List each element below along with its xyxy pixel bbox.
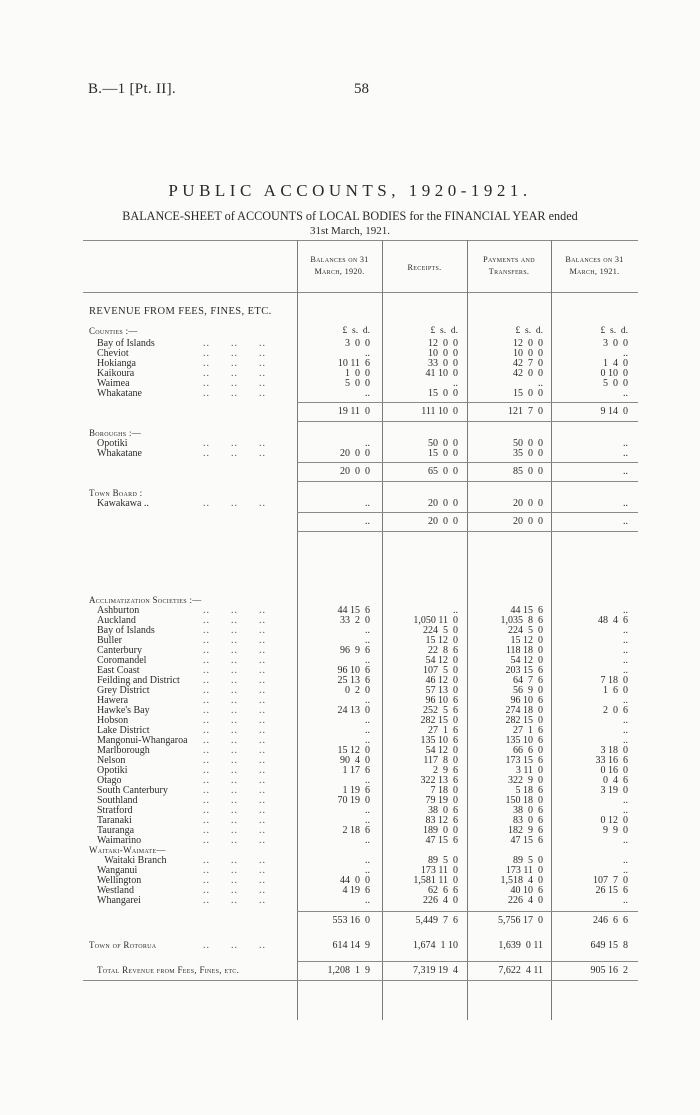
leader-dots: .. .. .. <box>203 695 266 706</box>
payments-cell: 40 10 6 <box>510 885 543 896</box>
leader-dots: .. .. .. <box>203 498 266 509</box>
payments-cell: 12 0 0 <box>513 338 543 349</box>
balance-1921-cell: 107 7 0 <box>593 875 628 886</box>
balance-1920-cell: .. <box>365 865 370 876</box>
leader-dots: .. .. .. <box>203 705 266 716</box>
row-label: Otago <box>97 775 122 786</box>
payments-cell: 5 18 6 <box>515 785 543 796</box>
row-label: Whangarei <box>97 895 141 906</box>
balance-1920-cell: .. <box>365 625 370 636</box>
receipts-cell: 89 5 0 <box>428 855 458 866</box>
leader-dots: .. .. .. <box>203 625 266 636</box>
receipts-cell: 173 11 0 <box>420 865 458 876</box>
payments-cell: 42 0 0 <box>513 368 543 379</box>
leader-dots: .. .. .. <box>203 645 266 656</box>
balance-1920-cell: 33 2 0 <box>340 615 370 626</box>
row-label: Wellington <box>97 875 142 886</box>
payments-cell: 121 7 0 <box>508 406 543 417</box>
receipts-cell: 62 6 6 <box>428 885 458 896</box>
payments-cell: 1,639 0 11 <box>498 940 543 951</box>
balance-1920-cell: 10 11 6 <box>337 358 370 369</box>
table-row <box>83 388 638 401</box>
header-bottom-rule <box>83 292 638 293</box>
balance-1920-cell: 3 0 0 <box>345 338 370 349</box>
unit-label: £ s. d. <box>515 326 543 336</box>
payments-cell: 10 0 0 <box>513 348 543 359</box>
leader-dots: .. .. .. <box>203 805 266 816</box>
row-label: Auckland <box>97 615 136 626</box>
receipts-cell: 135 10 6 <box>420 735 458 746</box>
balance-1921-cell: .. <box>623 665 628 676</box>
row-label: Wanganui <box>97 865 138 876</box>
balance-1921-cell: .. <box>623 795 628 806</box>
receipts-cell: 54 12 0 <box>425 745 458 756</box>
balance-1920-cell: 44 0 0 <box>340 875 370 886</box>
column-header-balances-1920: Balances on 31 March, 1920. <box>310 255 369 276</box>
leader-dots: .. .. .. <box>203 378 266 389</box>
row-label: Opotiki <box>97 438 128 449</box>
subtotal-bottom-rule <box>297 481 638 482</box>
leader-dots: .. .. .. <box>203 865 266 876</box>
balance-1920-cell: .. <box>365 655 370 666</box>
receipts-cell: 5,449 7 6 <box>415 915 458 926</box>
row-label: Total Revenue from Fees, Fines, etc. <box>97 965 240 975</box>
receipts-cell: 33 0 0 <box>428 358 458 369</box>
balance-1921-cell: 3 19 0 <box>600 785 628 796</box>
balance-1921-cell: 1 4 0 <box>603 358 628 369</box>
row-label: Opotiki <box>97 765 128 776</box>
balance-1920-cell: 2 18 6 <box>342 825 370 836</box>
leader-dots: .. .. .. <box>203 448 266 459</box>
balance-1921-cell: 26 15 6 <box>595 885 628 896</box>
balance-1920-cell: .. <box>365 815 370 826</box>
row-label: Tauranga <box>97 825 135 836</box>
balance-1921-cell: .. <box>623 865 628 876</box>
balance-1920-cell: .. <box>365 775 370 786</box>
row-label: Ashburton <box>97 605 140 616</box>
subtotal-rule <box>297 961 638 962</box>
balance-1921-cell: 0 16 0 <box>600 765 628 776</box>
payments-cell: 182 9 6 <box>508 825 543 836</box>
payments-cell: 56 9 0 <box>513 685 543 696</box>
receipts-cell: 12 0 0 <box>428 338 458 349</box>
balance-1920-cell: 96 10 6 <box>337 665 370 676</box>
leader-dots: .. .. .. <box>203 438 266 449</box>
balance-1920-cell: 4 19 6 <box>342 885 370 896</box>
leader-dots: .. .. .. <box>203 785 266 796</box>
balance-1920-cell: .. <box>365 835 370 846</box>
row-label: Acclimatization Societies :— <box>89 595 202 605</box>
row-label: Cheviot <box>97 348 129 359</box>
receipts-cell: 10 0 0 <box>428 348 458 359</box>
payments-cell: 64 7 6 <box>513 675 543 686</box>
receipts-cell: 57 13 0 <box>425 685 458 696</box>
balance-1920-cell: .. <box>365 695 370 706</box>
receipts-cell: 7,319 19 4 <box>413 965 458 976</box>
unit-label: £ s. d. <box>600 326 628 336</box>
leader-dots: .. .. .. <box>203 655 266 666</box>
receipts-cell: 83 12 6 <box>425 815 458 826</box>
balance-1920-cell: 1 17 6 <box>342 765 370 776</box>
row-label: Buller <box>97 635 122 646</box>
balance-1920-cell: 553 16 0 <box>332 915 370 926</box>
subtotal-row <box>83 915 638 928</box>
payments-cell: 322 9 0 <box>508 775 543 786</box>
receipts-cell: 224 5 0 <box>423 625 458 636</box>
receipts-cell: 65 0 0 <box>428 466 458 477</box>
balance-1921-cell: .. <box>623 635 628 646</box>
payments-cell: 274 18 0 <box>505 705 543 716</box>
row-label: Waimarino <box>97 835 142 846</box>
payments-cell: 173 11 0 <box>505 865 543 876</box>
leader-dots: .. .. .. <box>203 338 266 349</box>
row-label: Bay of Islands <box>97 338 155 349</box>
subtotal-row <box>83 516 638 529</box>
unit-label: £ s. d. <box>430 326 458 336</box>
leader-dots: .. .. .. <box>203 368 266 379</box>
leader-dots: .. .. .. <box>203 875 266 886</box>
balance-1920-cell: .. <box>365 498 370 509</box>
balance-1920-cell: .. <box>365 715 370 726</box>
row-label: Coromandel <box>97 655 147 666</box>
column-header-receipts: Receipts. <box>407 263 442 272</box>
balance-1921-cell: .. <box>623 805 628 816</box>
subtotal-rule <box>297 402 638 403</box>
balance-1921-cell: .. <box>623 715 628 726</box>
payments-cell: 135 10 6 <box>505 735 543 746</box>
balance-1921-cell: .. <box>623 348 628 359</box>
grand-total-row <box>83 965 638 978</box>
payments-cell: 1,518 4 0 <box>500 875 543 886</box>
balance-1921-cell: .. <box>623 466 628 477</box>
leader-dots: .. .. .. <box>203 765 266 776</box>
receipts-cell: 50 0 0 <box>428 438 458 449</box>
row-label: Hokianga <box>97 358 136 369</box>
receipts-cell: 27 1 6 <box>428 725 458 736</box>
balance-1920-cell: 1,208 1 9 <box>327 965 370 976</box>
payments-cell: 89 5 0 <box>513 855 543 866</box>
row-label: Nelson <box>97 755 126 766</box>
receipts-cell: 189 0 0 <box>423 825 458 836</box>
receipts-cell: .. <box>453 378 458 389</box>
subtitle-line-2: 31st March, 1921. <box>309 225 391 237</box>
column-header-payments: Payments and Transfers. <box>483 255 535 276</box>
balance-1920-cell: 0 2 0 <box>345 685 370 696</box>
balance-1921-cell: 905 16 2 <box>590 965 628 976</box>
receipts-cell: 1,674 1 10 <box>413 940 458 951</box>
balance-1921-cell: .. <box>623 388 628 399</box>
row-label: Whakatane <box>97 388 142 399</box>
balance-1921-cell: .. <box>623 516 628 527</box>
row-label: Waitaki-Waimate— <box>89 845 166 855</box>
subtotal-row <box>83 466 638 479</box>
subtotal-rule <box>297 462 638 463</box>
receipts-cell: 117 8 0 <box>423 755 458 766</box>
receipts-cell: 46 12 0 <box>425 675 458 686</box>
balance-1921-cell: .. <box>623 855 628 866</box>
receipts-cell: 54 12 0 <box>425 655 458 666</box>
balance-1920-cell: .. <box>365 805 370 816</box>
payments-cell: 83 0 6 <box>513 815 543 826</box>
payments-cell: 44 15 6 <box>510 605 543 616</box>
subtotal-bottom-rule <box>297 531 638 532</box>
payments-cell: 38 0 6 <box>513 805 543 816</box>
balance-1921-cell: 2 0 6 <box>603 705 628 716</box>
leader-dots: .. .. .. <box>203 835 266 846</box>
leader-dots: .. .. .. <box>203 795 266 806</box>
payments-cell: 150 18 0 <box>505 795 543 806</box>
payments-cell: 66 6 0 <box>513 745 543 756</box>
receipts-cell: 47 15 6 <box>425 835 458 846</box>
balance-1921-cell: .. <box>623 645 628 656</box>
balance-1921-cell: 0 12 0 <box>600 815 628 826</box>
leader-dots: .. .. .. <box>203 735 266 746</box>
receipts-cell: 15 0 0 <box>428 448 458 459</box>
receipts-cell: 15 12 0 <box>425 635 458 646</box>
balance-1920-cell: 1 19 6 <box>342 785 370 796</box>
section-heading: REVENUE FROM FEES, FINES, ETC. <box>89 306 272 317</box>
balance-1921-cell: .. <box>623 735 628 746</box>
row-label: Southland <box>97 795 138 806</box>
balance-1921-cell: .. <box>623 695 628 706</box>
document-reference: B.—1 [Pt. II]. <box>88 81 176 97</box>
leader-dots: .. .. .. <box>203 825 266 836</box>
receipts-cell: .. <box>453 605 458 616</box>
balance-1921-cell: 5 0 0 <box>603 378 628 389</box>
leader-dots: .. .. .. <box>203 675 266 686</box>
balance-1920-cell: .. <box>365 635 370 646</box>
balance-1921-cell: 9 14 0 <box>600 406 628 417</box>
balance-1921-cell: 0 10 0 <box>600 368 628 379</box>
unit-label: £ s. d. <box>342 326 370 336</box>
balance-sheet-table <box>83 240 638 1020</box>
row-label: Kaikoura <box>97 368 135 379</box>
payments-cell: 15 0 0 <box>513 388 543 399</box>
balance-1920-cell: 24 13 0 <box>337 705 370 716</box>
balance-1920-cell: 20 0 0 <box>340 448 370 459</box>
receipts-cell: 111 10 0 <box>421 406 458 417</box>
receipts-cell: 282 15 0 <box>420 715 458 726</box>
page-title: PUBLIC ACCOUNTS, 1920-1921. <box>168 181 532 200</box>
payments-cell: 54 12 0 <box>510 655 543 666</box>
row-label: Mangonui-Whangaroa <box>97 735 188 746</box>
balance-1920-cell: .. <box>365 516 370 527</box>
payments-cell: 7,622 4 11 <box>498 965 543 976</box>
balance-1921-cell: 9 9 0 <box>603 825 628 836</box>
balance-1921-cell: 246 6 6 <box>593 915 628 926</box>
leader-dots: .. .. .. <box>203 775 266 786</box>
leader-dots: .. .. .. <box>203 635 266 646</box>
balance-1921-cell: 48 4 6 <box>598 615 628 626</box>
row-label: Hawera <box>97 695 129 706</box>
payments-cell: 173 15 6 <box>505 755 543 766</box>
row-label: Hawke's Bay <box>97 705 150 716</box>
receipts-cell: 322 13 6 <box>420 775 458 786</box>
leader-dots: .. .. .. <box>203 665 266 676</box>
receipts-cell: 41 10 0 <box>425 368 458 379</box>
payments-cell: 118 18 0 <box>505 645 543 656</box>
payments-cell: 20 0 0 <box>513 516 543 527</box>
payments-cell: 282 15 0 <box>505 715 543 726</box>
row-label: Waitaki Branch <box>97 855 167 866</box>
balance-1921-cell: 0 4 6 <box>603 775 628 786</box>
row-label: Town Board : <box>89 488 143 498</box>
balance-1921-cell: .. <box>623 895 628 906</box>
balance-1920-cell: .. <box>365 388 370 399</box>
receipts-cell: 15 0 0 <box>428 388 458 399</box>
row-label: Kawakawa .. <box>97 498 149 509</box>
row-label: Canterbury <box>97 645 142 656</box>
payments-cell: 203 15 6 <box>505 665 543 676</box>
payments-cell: .. <box>538 378 543 389</box>
receipts-cell: 22 8 6 <box>428 645 458 656</box>
balance-1921-cell: 3 18 0 <box>600 745 628 756</box>
payments-cell: 226 4 0 <box>508 895 543 906</box>
balance-1921-cell: 33 16 6 <box>595 755 628 766</box>
row-label: Counties :— <box>89 326 138 336</box>
leader-dots: .. .. .. <box>203 725 266 736</box>
balance-1920-cell: .. <box>365 725 370 736</box>
receipts-cell: 7 18 0 <box>430 785 458 796</box>
balance-1921-cell: .. <box>623 438 628 449</box>
row-label: East Coast <box>97 665 140 676</box>
row-label: South Canterbury <box>97 785 168 796</box>
row-label: Boroughs :— <box>89 428 142 438</box>
balance-1920-cell: 15 12 0 <box>337 745 370 756</box>
balance-1921-cell: 649 15 8 <box>590 940 628 951</box>
payments-cell: 15 12 0 <box>510 635 543 646</box>
balance-1920-cell: 90 4 0 <box>340 755 370 766</box>
balance-1920-cell: 25 13 6 <box>337 675 370 686</box>
row-label: Stratford <box>97 805 133 816</box>
leader-dots: .. .. .. <box>203 715 266 726</box>
leader-dots: .. .. .. <box>203 940 266 951</box>
payments-cell: 85 0 0 <box>513 466 543 477</box>
payments-cell: 47 15 6 <box>510 835 543 846</box>
subtotal-rule <box>297 911 638 912</box>
balance-1921-cell: .. <box>623 498 628 509</box>
payments-cell: 96 10 6 <box>510 695 543 706</box>
receipts-cell: 107 5 0 <box>423 665 458 676</box>
leader-dots: .. .. .. <box>203 745 266 756</box>
receipts-cell: 1,581 11 0 <box>413 875 458 886</box>
row-label: Grey District <box>97 685 150 696</box>
balance-1920-cell: 44 15 6 <box>337 605 370 616</box>
balance-1921-cell: .. <box>623 625 628 636</box>
table-row <box>83 895 638 908</box>
receipts-cell: 38 0 6 <box>428 805 458 816</box>
payments-cell: 27 1 6 <box>513 725 543 736</box>
balance-1920-cell: 1 0 0 <box>345 368 370 379</box>
leader-dots: .. .. .. <box>203 755 266 766</box>
subtitle-line-1: BALANCE-SHEET of ACCOUNTS of LOCAL BODIES for the FINANCIAL YEAR ended <box>122 209 578 223</box>
table-row <box>83 448 638 461</box>
balance-1920-cell: 614 14 9 <box>332 940 370 951</box>
balance-1920-cell: .. <box>365 438 370 449</box>
leader-dots: .. .. .. <box>203 605 266 616</box>
balance-1920-cell: .. <box>365 895 370 906</box>
balance-1920-cell: 20 0 0 <box>340 466 370 477</box>
column-header-balances-1921: Balances on 31 March, 1921. <box>565 255 624 276</box>
balance-1920-cell: .. <box>365 855 370 866</box>
payments-cell: 35 0 0 <box>513 448 543 459</box>
balance-1921-cell: .. <box>623 835 628 846</box>
balance-1921-cell: .. <box>623 448 628 459</box>
balance-1921-cell: .. <box>623 655 628 666</box>
leader-dots: .. .. .. <box>203 855 266 866</box>
balance-1921-cell: 7 18 0 <box>600 675 628 686</box>
balance-1921-cell: .. <box>623 605 628 616</box>
leader-dots: .. .. .. <box>203 685 266 696</box>
receipts-cell: 2 9 6 <box>433 765 458 776</box>
receipts-cell: 252 5 6 <box>423 705 458 716</box>
table-bottom-rule <box>83 980 638 981</box>
leader-dots: .. .. .. <box>203 358 266 369</box>
subtotal-row <box>83 406 638 419</box>
balance-1920-cell: 19 11 0 <box>337 406 370 417</box>
table-row <box>83 498 638 511</box>
subtotal-rule <box>297 512 638 513</box>
subtotal-bottom-rule <box>297 421 638 422</box>
page-number: 58 <box>354 81 369 97</box>
payments-cell: 224 5 0 <box>508 625 543 636</box>
balance-1920-cell: 96 9 6 <box>340 645 370 656</box>
row-label: Feilding and District <box>97 675 180 686</box>
payments-cell: 1,035 8 6 <box>500 615 543 626</box>
row-label: Taranaki <box>97 815 132 826</box>
table-row <box>83 940 638 953</box>
row-label: Bay of Islands <box>97 625 155 636</box>
payments-cell: 5,756 17 0 <box>498 915 543 926</box>
row-label: Marlborough <box>97 745 150 756</box>
leader-dots: .. .. .. <box>203 348 266 359</box>
receipts-cell: 79 19 0 <box>425 795 458 806</box>
leader-dots: .. .. .. <box>203 615 266 626</box>
payments-cell: 50 0 0 <box>513 438 543 449</box>
table-top-rule <box>83 240 638 241</box>
balance-1921-cell: 3 0 0 <box>603 338 628 349</box>
balance-1920-cell: 70 19 0 <box>337 795 370 806</box>
balance-1920-cell: .. <box>365 348 370 359</box>
receipts-cell: 226 4 0 <box>423 895 458 906</box>
balance-1920-cell: .. <box>365 735 370 746</box>
row-label: Whakatane <box>97 448 142 459</box>
row-label: Waimea <box>97 378 130 389</box>
receipts-cell: 20 0 0 <box>428 498 458 509</box>
leader-dots: .. .. .. <box>203 895 266 906</box>
receipts-cell: 96 10 6 <box>425 695 458 706</box>
row-label: Town of Rotorua <box>89 940 157 950</box>
payments-cell: 20 0 0 <box>513 498 543 509</box>
balance-1920-cell: 5 0 0 <box>345 378 370 389</box>
balance-1921-cell: .. <box>623 725 628 736</box>
payments-cell: 42 7 0 <box>513 358 543 369</box>
leader-dots: .. .. .. <box>203 815 266 826</box>
receipts-cell: 1,050 11 0 <box>413 615 458 626</box>
row-label: Lake District <box>97 725 150 736</box>
leader-dots: .. .. .. <box>203 388 266 399</box>
row-label: Westland <box>97 885 134 896</box>
receipts-cell: 20 0 0 <box>428 516 458 527</box>
payments-cell: 3 11 0 <box>515 765 543 776</box>
balance-1921-cell: 1 6 0 <box>603 685 628 696</box>
row-label: Hobson <box>97 715 129 726</box>
leader-dots: .. .. .. <box>203 885 266 896</box>
